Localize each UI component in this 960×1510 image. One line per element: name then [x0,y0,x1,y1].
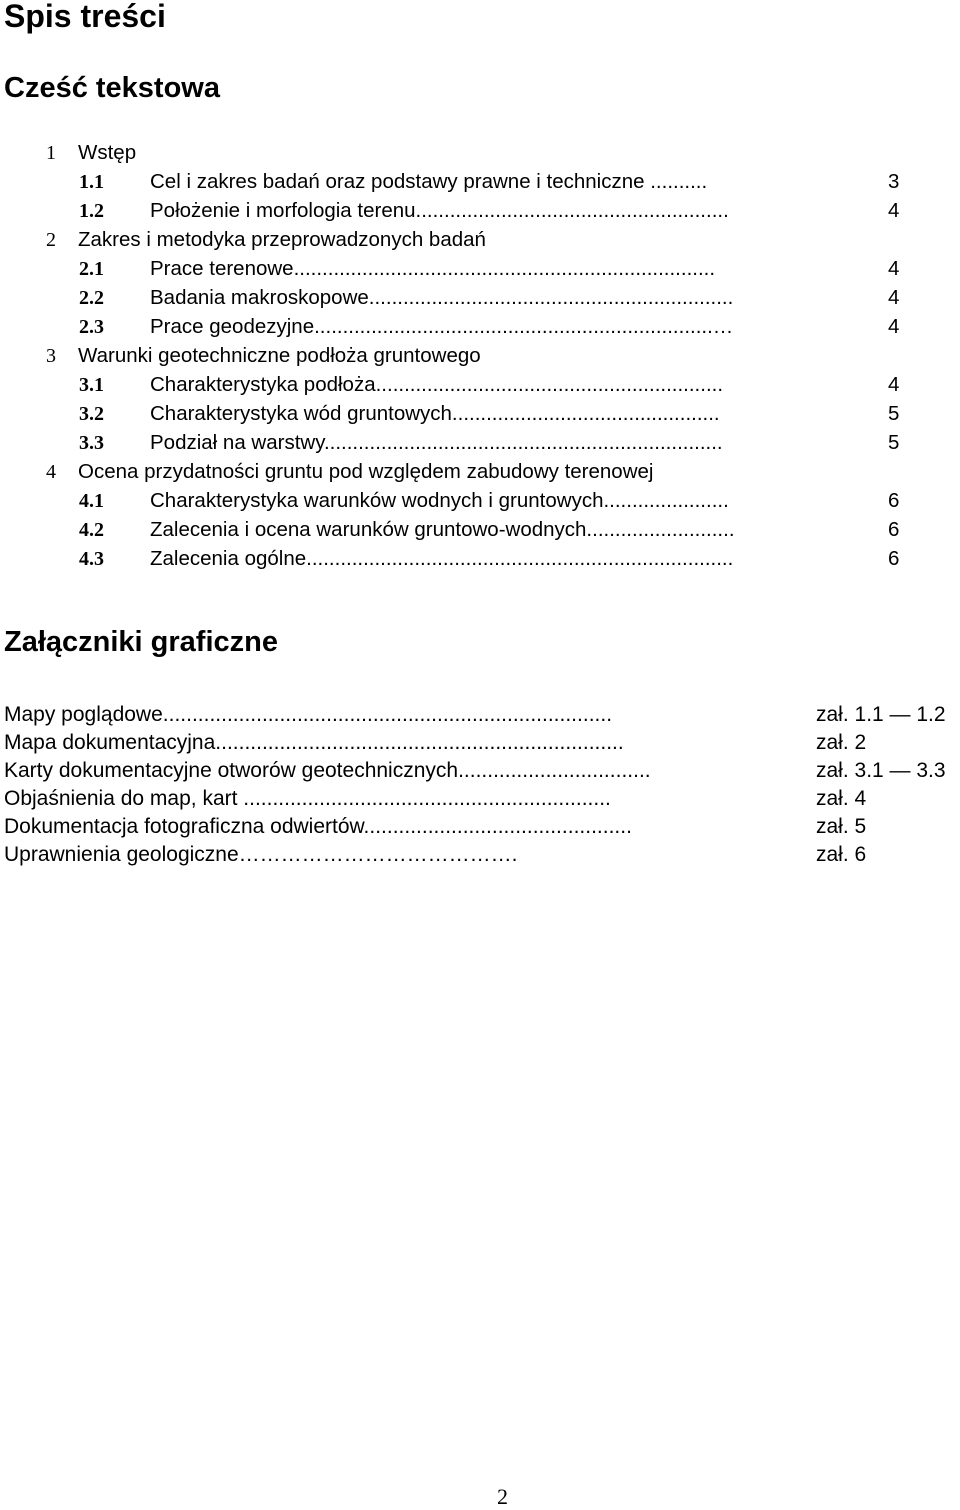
toc-entry-title: Cel i zakres badań oraz podstawy prawne i techniczne .......... [150,170,708,193]
attachment-ref: zał. 6 [816,843,867,866]
toc-entry-page: 6 [888,518,900,541]
toc-entry-page: 4 [888,315,900,338]
toc-entry-number: 2.2 [79,287,104,309]
toc-entry-title: Charakterystyka podłoża............................................................. [150,373,724,396]
toc-entry-page: 4 [888,257,900,280]
toc-entry-title: Prace geodezyjne......................................................................… [150,315,734,338]
toc-entry-title: Warunki geotechniczne podłoża gruntowego [78,344,481,367]
toc-entry-number: 2.1 [79,258,104,280]
attachment-ref: zał. 1.1 — 1.2 [816,703,946,726]
toc-entry-page: 6 [888,547,900,570]
attachment-ref: zał. 2 [816,731,867,754]
toc-entry-page: 3 [888,170,900,193]
toc-entry-title: Ocena przydatności gruntu pod względem zabudowy terenowej [78,460,654,483]
toc-entry-number: 4.1 [79,490,104,512]
toc-entry-page: 6 [888,489,900,512]
attachment-ref: zał. 4 [816,787,867,810]
toc-entry-page: 4 [888,373,900,396]
attachment-title: Uprawnienia geologiczne…………………………………. [4,843,518,866]
toc-entry-number: 4.2 [79,519,104,541]
toc-entry-number: 1 [46,142,56,164]
toc-entry-title: Podział na warstwy...................................................................... [150,431,723,454]
toc-entry-number: 3.3 [79,432,104,454]
attachment-title: Karty dokumentacyjne otworów geotechnicznych................................. [4,759,651,782]
graphic-section-heading: Załączniki graficzne [4,626,278,658]
toc-entry-title: Badania makroskopowe................................................................ [150,286,734,309]
toc-entry-number: 3 [46,345,56,367]
toc-entry-page: 5 [888,402,900,425]
toc-entry-number: 1.1 [79,171,104,193]
toc-entry-number: 4.3 [79,548,104,570]
toc-entry-title: Położenie i morfologia terenu....................................................... [150,199,729,222]
toc-entry-title: Zakres i metodyka przeprowadzonych badań [78,228,486,251]
toc-entry-title: Charakterystyka warunków wodnych i gruntowych...................... [150,489,729,512]
toc-entry-title: Prace terenowe.......................................................................... [150,257,716,280]
toc-entry-number: 2.3 [79,316,104,338]
toc-entry-number: 3.1 [79,374,104,396]
toc-entry-title: Zalecenia i ocena warunków gruntowo-wodnych.......................... [150,518,735,541]
toc-entry-title: Wstęp [78,141,137,164]
attachment-ref: zał. 3.1 — 3.3 [816,759,946,782]
toc-entry-title: Charakterystyka wód gruntowych............................................... [150,402,720,425]
page-number: 2 [497,1484,508,1509]
toc-entry-number: 2 [46,229,56,251]
toc-entry-number: 4 [46,461,56,483]
attachment-title: Mapy poglądowe............................................................................. [4,703,613,726]
toc-entry-number: 3.2 [79,403,104,425]
page-title: Spis treści [4,0,166,34]
attachment-title: Mapa dokumentacyjna...................................................................... [4,731,624,754]
toc-entry-page: 4 [888,286,900,309]
attachment-title: Objaśnienia do map, kart ............................................................... [4,787,611,810]
toc-entry-title: Zalecenia ogólne........................................................................... [150,547,734,570]
toc-entry-page: 4 [888,199,900,222]
toc-entry-page: 5 [888,431,900,454]
text-section-heading: Cześć tekstowa [4,72,220,104]
toc-entry-number: 1.2 [79,200,104,222]
attachment-title: Dokumentacja fotograficzna odwiertów.............................................. [4,815,632,838]
attachment-ref: zał. 5 [816,815,867,838]
